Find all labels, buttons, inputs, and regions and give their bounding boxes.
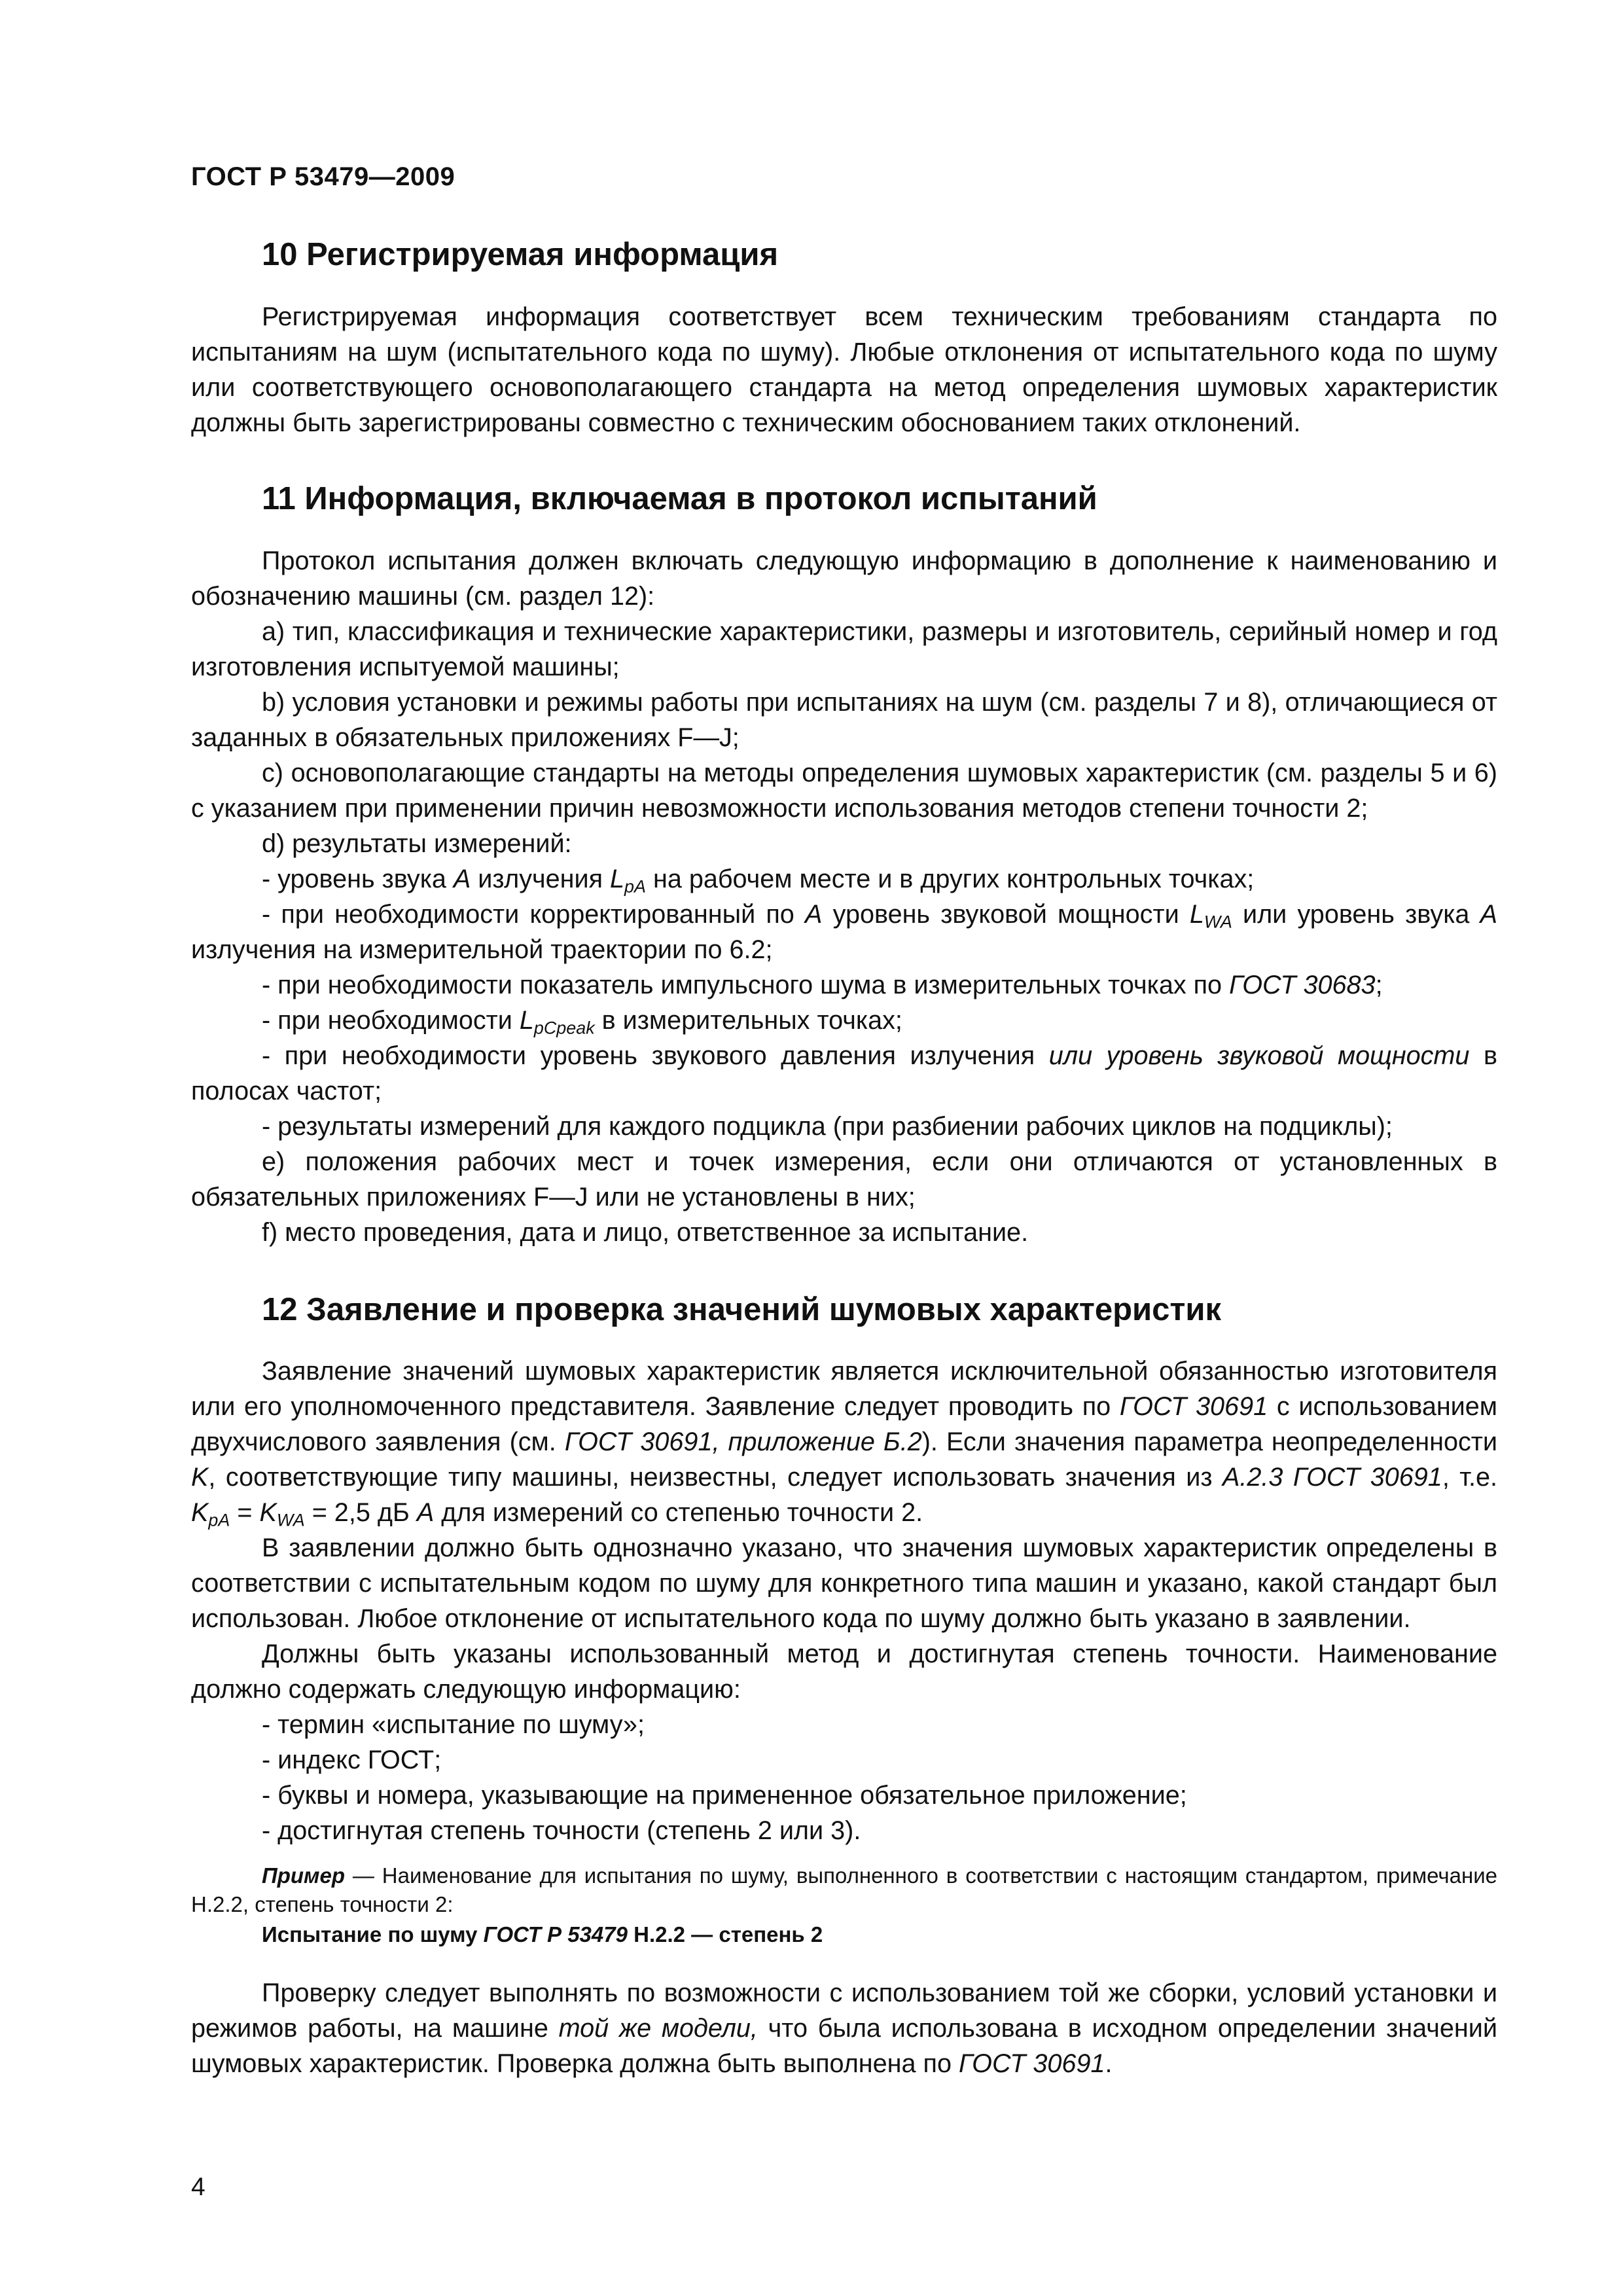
section-12-paragraph-4: Проверку следует выполнять по возможности с использованием той же сборки, условий установки и режимов работы, на машине той же модели, что была использована в исходном определении значений шумовых характеристик. Проверка должна быть выполнена по ГОСТ 30691.: [191, 1979, 1497, 2079]
list-item-b: b) условия установки и режимы работы при испытаниях на шум (см. разделы 7 и 8), отличающиеся от заданных в обязательных приложениях F—J;: [191, 687, 1497, 752]
list-item-d4: - при необходимости $L_{pCpeak}$ в измерительных точках;: [262, 1005, 902, 1038]
list-item-index: - индекс ГОСТ;: [262, 1746, 442, 1775]
page-header: ГОСТ Р 53479—2009: [191, 162, 455, 191]
list-item-term: - термин «испытание по шуму»;: [262, 1710, 645, 1740]
list-item-f: f) место проведения, дата и лицо, ответственное за испытание.: [262, 1217, 1029, 1247]
list-item-grade: - достигнутая степень точности (степень 2 или 3).: [262, 1816, 861, 1846]
page-number: 4: [191, 2173, 205, 2201]
section-12-title: 12 Заявление и проверка значений шумовых характеристик: [262, 1291, 1222, 1327]
section-12-paragraph-1: Заявление значений шумовых характеристик является исключительной обязанностью изготовителя или его уполномоченного представителя. Заявление следует проводить по ГОСТ 30691 с использованием двухчислового заявления (см. ГОСТ 30691, приложение Б.2). Если значения параметра неопределенности K, соответствующие типу машины, неизвестны, следует использовать значения из А.2.3 ГОСТ 30691, т.е. $K_{pA} = K_{WA} = 2,5$ дБ A для измерений со степенью точности 2.: [191, 1357, 1498, 1530]
list-item-d3: - при необходимости показатель импульсного шума в измерительных точках по ГОСТ 30683;: [262, 970, 1383, 999]
section-12-paragraph-3: Должны быть указаны использованный метод и достигнутая степень точности. Наименование должно содержать следующую информацию:: [191, 1640, 1497, 1704]
section-10: [191, 236, 1497, 440]
section-12-paragraph-2: В заявлении должно быть однозначно указано, что значения шумовых характеристик определены в соответствии с испытательным кодом по шуму для конкретного типа машин и указано, какой стандарт был использован. Любое отклонение от испытательного кода по шуму должно быть указано в заявлении.: [191, 1534, 1497, 1634]
section-12: [191, 1291, 1497, 2082]
list-item-d6: - результаты измерений для каждого подцикла (при разбиении рабочих циклов на подциклы);: [262, 1111, 1393, 1141]
section-11-title: 11 Информация, включаемая в протокол испытаний: [262, 480, 1097, 516]
section-10-title: 10 Регистрируемая информация: [262, 237, 779, 272]
section-11: [191, 480, 1497, 1250]
section-10-paragraph: Регистрируемая информация соответствует всем техническим требованиям стандарта по испытаниям на шум (испытательного кода по шуму). Любые отклонения от испытательного кода по шуму или соответствующего основополагающего стандарта на метод определения шумовых характеристик должны быть зарегистрированы совместно с техническим обоснованием таких отклонений.: [191, 302, 1497, 437]
list-item-d: d) результаты измерений:: [262, 829, 572, 858]
list-item-letters: - буквы и номера, указывающие на примененное обязательное приложение;: [262, 1781, 1187, 1810]
list-item-a: а) тип, классификация и технические характеристики, размеры и изготовитель, серийный номер и год изготовления испытуемой машины;: [191, 617, 1497, 681]
example-note: Пример — Наименование для испытания по шуму, выполненного в соответствии с настоящим стандартом, примечание Н.2.2, степень точности 2:: [191, 1863, 1497, 1917]
list-item-c: с) основополагающие стандарты на методы определения шумовых характеристик (см. разделы 5 и 6) с указанием при применении причин невозможности использования методов степени точности 2;: [191, 758, 1497, 823]
page-content: [191, 236, 1497, 2122]
example-designation: Испытание по шуму ГОСТ Р 53479 Н.2.2 — степень 2: [262, 1922, 823, 1947]
list-item-d2: - при необходимости корректированный по A уровень звуковой мощности $L_{WA}$ или уровень звука A излучения на измерительной траектории по 6.2;: [191, 899, 1497, 964]
list-item-e: е) положения рабочих мест и точек измерения, если они отличаются от установленных в обязательных приложениях F—J или не установлены в них;: [191, 1147, 1497, 1211]
section-11-intro: Протокол испытания должен включать следующую информацию в дополнение к наименованию и обозначению машины (см. раздел 12):: [191, 546, 1497, 611]
list-item-d5: - при необходимости уровень звукового давления излучения или уровень звуковой мощности в полосах частот;: [191, 1041, 1497, 1105]
list-item-d1: - уровень звука A излучения $L_{pA}$ на рабочем месте и в других контрольных точках;: [262, 864, 1255, 897]
